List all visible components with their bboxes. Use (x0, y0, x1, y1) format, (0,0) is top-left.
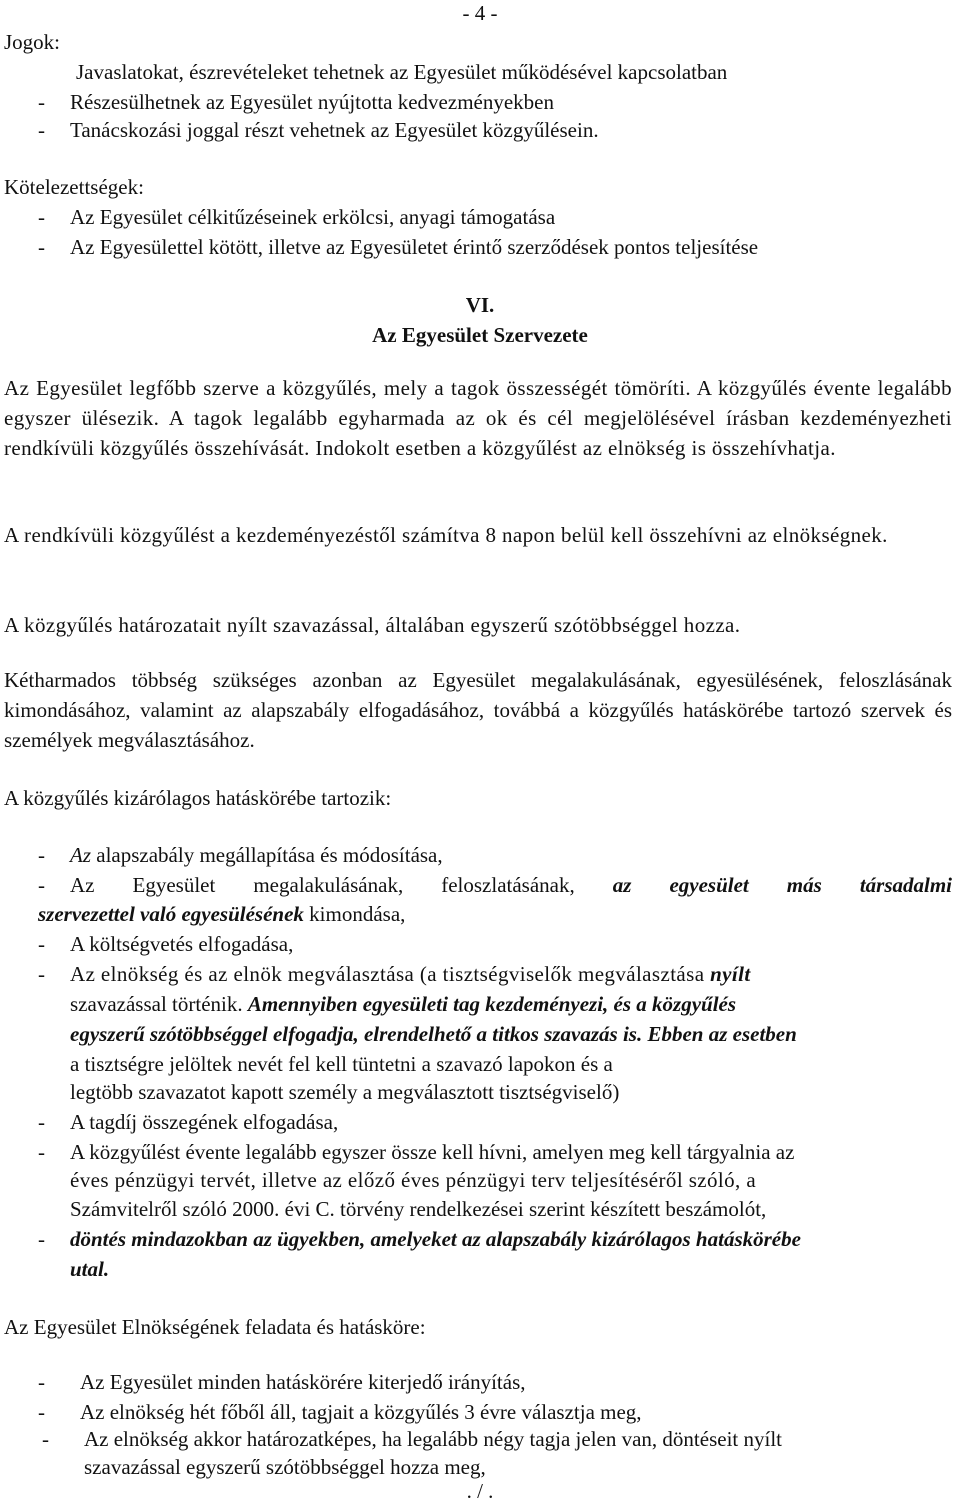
exclusive-item: - döntés mindazokban az ügyekben, amelyeket az alapszabály kizárólagos hatáskörébe (38, 1227, 801, 1251)
presidium-item: - Az elnökség hét főből áll, tagjait a közgyűlés 3 évre választja meg, (38, 1400, 642, 1424)
rights-item: Javaslatokat, észrevételeket tehetnek az Egyesület működésével kapcsolatban (76, 60, 728, 84)
rights-item: - Tanácskozási joggal részt vehetnek az Egyesület közgyűlésein. (38, 118, 599, 142)
exclusive-item: - Az Egyesület megalakulásának, feloszlatásának, az egyesület más társadalmi (38, 873, 952, 897)
page-number: - 4 - (462, 1, 498, 25)
section-title: Az Egyesület Szervezete (372, 323, 588, 347)
exclusive-item: - A közgyűlést évente legalább egyszer össze kell hívni, amelyen meg kell tárgyalnia az (38, 1140, 795, 1164)
exclusive-item-cont: Számvitelről szóló 2000. évi C. törvény rendelkezései szerint készített beszámolót, (70, 1197, 767, 1221)
rights-heading: Jogok: (4, 30, 61, 54)
obligations-item: - Az Egyesülettel kötött, illetve az Egyesületet érintő szerződések pontos teljesítése (38, 235, 759, 259)
obligations-item: - Az Egyesület célkitűzéseinek erkölcsi, anyagi támogatása (38, 205, 556, 229)
exclusive-item-cont: éves pénzügyi tervét, illetve az előző éves pénzügyi terv teljesítéséről szóló, a (70, 1168, 757, 1192)
obligations-heading: Kötelezettségek: (4, 175, 144, 199)
presidium-item-cont: szavazással egyszerű szótöbbséggel hozza meg, (84, 1455, 486, 1479)
section-number: VI. (465, 293, 495, 317)
presidium-heading: Az Egyesület Elnökségének feladata és hatásköre: (4, 1315, 426, 1339)
exclusive-item: - A költségvetés elfogadása, (38, 932, 294, 956)
exclusive-item: - Az alapszabály megállapítása és módosítása, (38, 843, 443, 867)
presidium-item: - Az Egyesület minden hatáskörére kiterjedő irányítás, (38, 1370, 526, 1394)
paragraph: A közgyűlés határozatait nyílt szavazással, általában egyszerű szótöbbséggel hozza. (4, 613, 741, 637)
exclusive-item-cont: egyszerű szótöbbséggel elfogadja, elrendelhető a titkos szavazás is. Ebben az esetben (70, 1022, 797, 1046)
paragraph: Kétharmados többség szükséges azonban az Egyesület megalakulásának, egyesülésének, feloszlásának kimondásához, valamint az alapszabály elfogadásához, továbbá a közgyűlés hatáskörébe tartozó szervek és személyek megválasztásához. (4, 668, 952, 752)
paragraph: Az Egyesület legfőbb szerve a közgyűlés, mely a tagok összességét tömöríti. A közgyűlés évente legalább egyszer ülésezik. A tagok legalább egyharmada az ok és cél megjelölésével írásban kezdeményezheti rendkívüli közgyűlés összehívását. Indokolt esetben a közgyűlést az elnökség is összehívhatja. (4, 376, 952, 460)
exclusive-item-cont: utal. (70, 1257, 110, 1281)
exclusive-item-cont: a tisztségre jelöltek nevét fel kell tüntetni a szavazó lapokon és a (70, 1052, 613, 1076)
paragraph: A rendkívüli közgyűlést a kezdeményezéstől számítva 8 napon belül kell összehívni az elnökségnek. (4, 523, 888, 547)
exclusive-item-cont: szervezettel való egyesülésének kimondása, (38, 902, 406, 926)
rights-item: - Részesülhetnek az Egyesület nyújtotta kedvezményekben (38, 90, 554, 114)
exclusive-item-cont: szavazással történik. Amennyiben egyesületi tag kezdeményezi, és a közgyűlés (70, 992, 737, 1016)
exclusive-item-cont: legtöbb szavazatot kapott személy a megválasztott tisztségviselő) (70, 1080, 620, 1104)
presidium-item: - Az elnökség akkor határozatképes, ha legalább négy tagja jelen van, döntéseit nyílt (42, 1427, 782, 1451)
continuation-mark: . / . (466, 1479, 494, 1503)
exclusive-item: - A tagdíj összegének elfogadása, (38, 1110, 339, 1134)
exclusive-item: - Az elnökség és az elnök megválasztása (a tisztségviselők megválasztása nyílt (38, 962, 751, 986)
exclusive-heading: A közgyűlés kizárólagos hatáskörébe tartozik: (4, 786, 392, 810)
